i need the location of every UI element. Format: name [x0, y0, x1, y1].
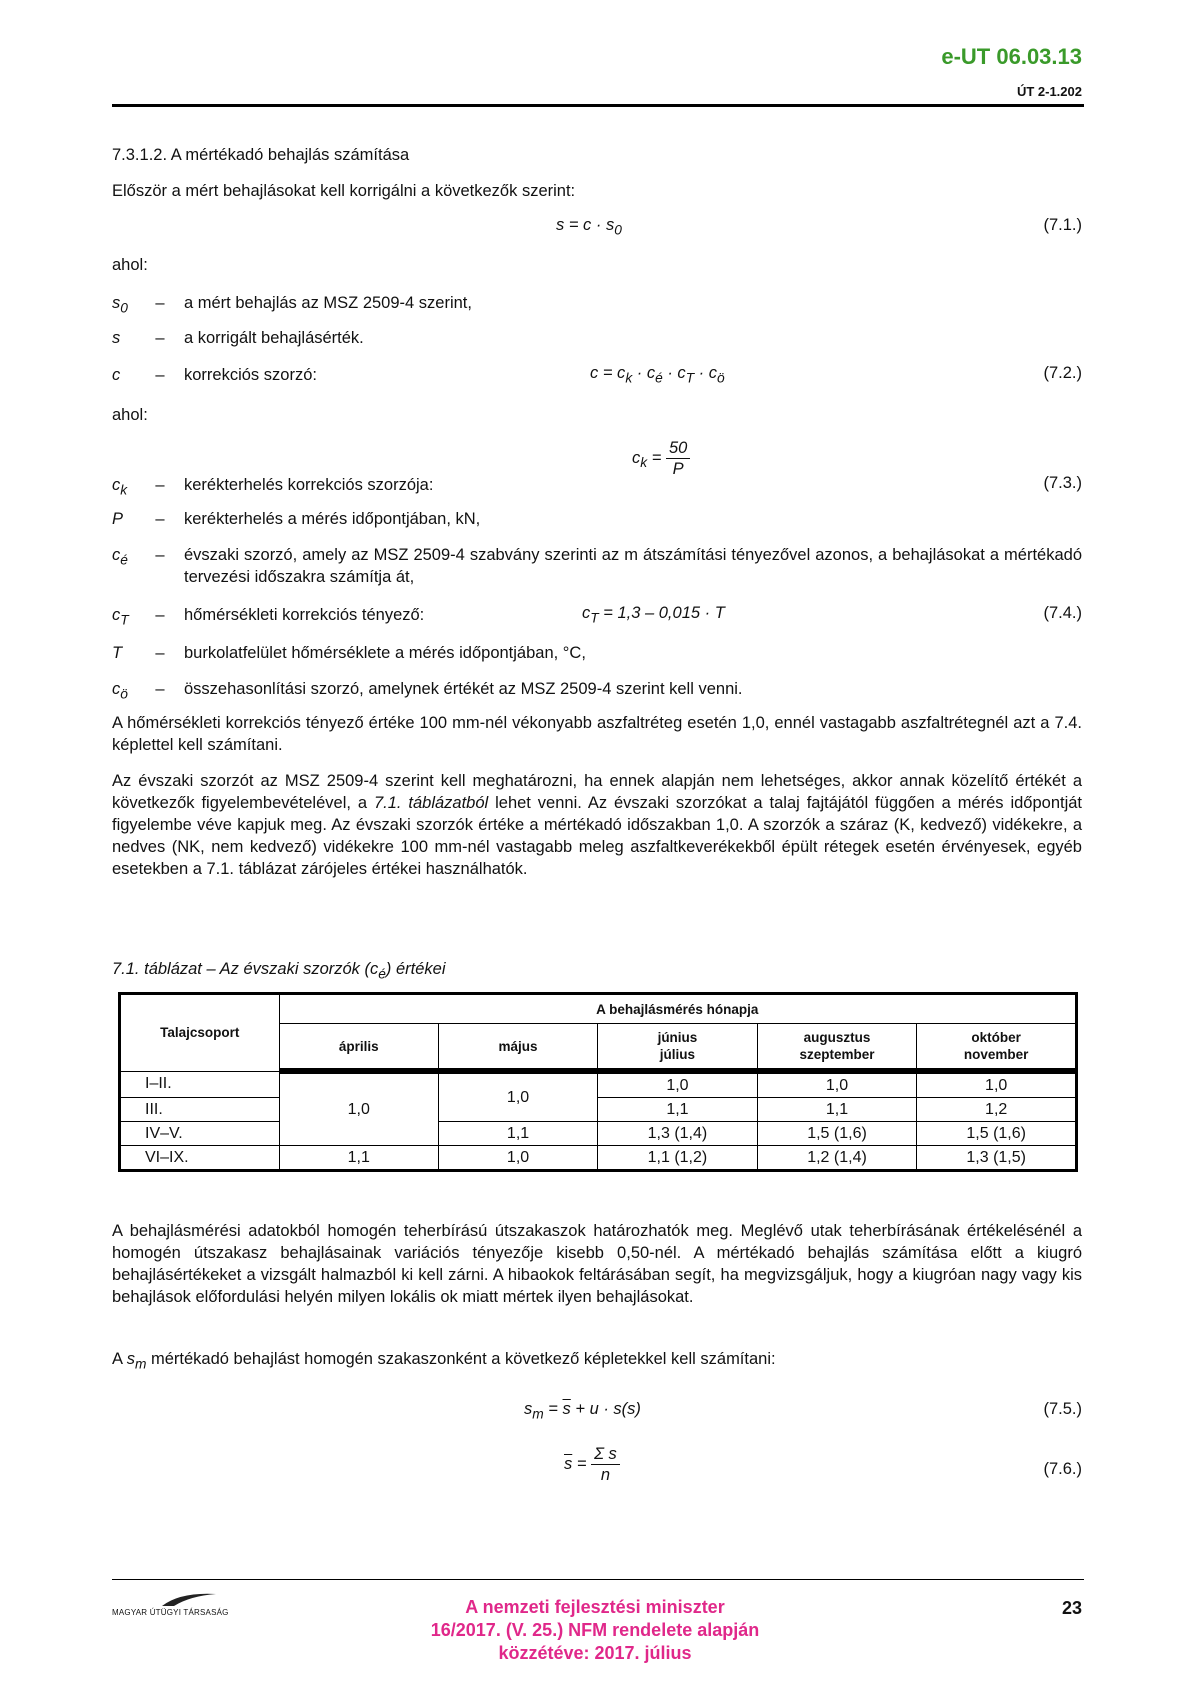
row-label: IV–V. — [120, 1122, 280, 1146]
paragraph-seasonal: Az évszaki szorzót az MSZ 2509-4 szerint kell meghatározni, ha ennek alapján nem lehetséges, akkor annak közelítő értékét a következők figyelembevételével, a 7.1. táblázatból lehet venni. Az évszaki szorzókat a talaj fajtájától függően a mérés időpontját figyelembe véve kapjuk meg. Az évszaki szorzók értéke a mértékadó időszakban 1,0. A szorzók a száraz (K, kedvező) vidékekre, a nedves (NK, nem kedvező) vidékekre 100 mm-nél vastagabb meleg aszfaltkeverékekből épült rétegek esetén érvényesek, egyéb esetekben a 7.1. táblázat zárójeles értékei használhatók. — [112, 772, 1083, 878]
table-cell: 1,1 — [757, 1098, 917, 1122]
seasonal-factor-table — [118, 992, 1078, 1172]
definition-ce: $c_é$ – évszaki szorzó, amely az MSZ 2509-4 szabvány szerinti az m átszámítási tényezővel azonos, a behajlásokat a mértékadó tervezési időszakra számítja át, — [112, 546, 1082, 586]
column-header-june-july: június július — [598, 1024, 757, 1072]
table-cell: 1,3 (1,4) — [598, 1122, 757, 1146]
table-cell: 1,0 — [917, 1071, 1077, 1098]
table-cell: 1,1 (1,2) — [598, 1146, 757, 1171]
equation-7-4: $c_T = 1,3 - 0,015 \cdot T$ — [582, 604, 725, 626]
column-header-april: április — [279, 1024, 438, 1072]
table-row — [120, 1098, 1077, 1122]
intro-text: Először a mért behajlásokat kell korrigálni a következők szerint: — [112, 182, 576, 200]
equation-7-3: $c_k$ = $\frac{50}{P}$ — [632, 438, 690, 479]
footer-rule — [112, 1579, 1084, 1580]
paragraph-design-deflection: A $s_m$ mértékadó behajlást homogén szakaszonként a következő képletekkel kell számítani: — [112, 1350, 776, 1372]
paragraph-homogeneous: A behajlásmérési adatokból homogén teherbírású útszakaszok határozhatók meg. Meglévő utak teherbírásának értékelésénél a homogén útszakasz behajlásainak variációs tényezője kisebb 0,50-nél. A mértékadó behajlás számítása előtt a kiugró behajlásértékeket a vizsgált halmazból ki kell zárni. A hibaokok feltárásában segít, ha megvizsgáljuk, hogy a kiugróan nagy vagy kis behajlások előfordulási helyén milyen lokális ok miatt mértek ilyen behajlásokat. — [112, 1222, 1082, 1306]
table-cell: 1,1 — [598, 1098, 757, 1122]
table-cell: 1,0 — [279, 1071, 438, 1146]
column-header-aug-sep: augusztus szeptember — [757, 1024, 917, 1072]
equation-7-2: $c = c_k \cdot c_é \cdot c_T \cdot c_ö$ — [590, 364, 725, 386]
table-cell: 1,0 — [757, 1071, 917, 1098]
row-label: VI–IX. — [120, 1146, 280, 1171]
table-cell: 1,2 — [917, 1098, 1077, 1122]
column-header-may: május — [438, 1024, 597, 1072]
table-cell: 1,5 (1,6) — [917, 1122, 1077, 1146]
column-header-soil-group: Talajcsoport — [120, 994, 280, 1072]
publisher-logo: MAGYAR ÚTÜGYI TÁRSASÁG — [112, 1590, 262, 1630]
equation-7-1: $s = c \cdot s_0$ — [556, 216, 622, 238]
table-cell: 1,5 (1,6) — [757, 1122, 917, 1146]
table-cell: 1,0 — [438, 1146, 597, 1171]
table-row — [120, 1071, 1077, 1098]
table-cell: 1,2 (1,4) — [757, 1146, 917, 1171]
standard-number: ÚT 2-1.202 — [1016, 84, 1082, 99]
table-cell: 1,0 — [438, 1071, 597, 1122]
where-label-2: ahol: — [112, 406, 148, 424]
document-code: e-UT 06.03.13 — [941, 44, 1082, 69]
table-cell: 1,0 — [598, 1071, 757, 1098]
table-caption: 7.1. táblázat – Az évszaki szorzók $(c_é)$ értékei — [112, 960, 446, 982]
equation-number-7-5: (7.5.) — [1043, 1400, 1082, 1418]
section-title: 7.3.1.2. A mértékadó behajlás számítása — [112, 146, 410, 164]
column-group-header: A behajlásmérés hónapja — [279, 994, 1076, 1024]
equation-number-7-6: (7.6.) — [1043, 1460, 1082, 1478]
equation-number-7-2: (7.2.) — [1043, 364, 1082, 382]
footer-publication-note: A nemzeti fejlesztési miniszter 16/2017. (V. 25.) NFM rendelete alapján közzétéve: 2017. július — [430, 1597, 760, 1663]
equation-7-5: $s_m = \overline{s} + u \cdot s(s)$ — [524, 1400, 641, 1422]
table-row — [120, 1122, 1077, 1146]
row-label: III. — [120, 1098, 280, 1122]
page-number: 23 — [1061, 1598, 1082, 1618]
table-cell: 1,3 (1,5) — [917, 1146, 1077, 1171]
row-label: I–II. — [120, 1071, 280, 1098]
equation-number-7-1: (7.1.) — [1043, 216, 1082, 234]
table-row — [120, 1146, 1077, 1171]
table-cell: 1,1 — [279, 1146, 438, 1171]
table-cell: 1,1 — [438, 1122, 597, 1146]
equation-number-7-3: (7.3.) — [1043, 474, 1082, 492]
equation-number-7-4: (7.4.) — [1043, 604, 1082, 622]
where-label: ahol: — [112, 256, 148, 274]
header-rule — [112, 104, 1084, 107]
column-header-oct-nov: október november — [917, 1024, 1077, 1072]
paragraph-temperature: A hőmérsékleti korrekciós tényező értéke 100 mm-nél vékonyabb aszfaltréteg esetén 1,0, ennél vastagabb aszfaltrétegnél azt a 7.4. képlettel kell számítani. — [112, 714, 1082, 754]
equation-7-6: $\overline{s}$ = $\frac{\text{Σ s}}{n}$ — [564, 1444, 620, 1485]
